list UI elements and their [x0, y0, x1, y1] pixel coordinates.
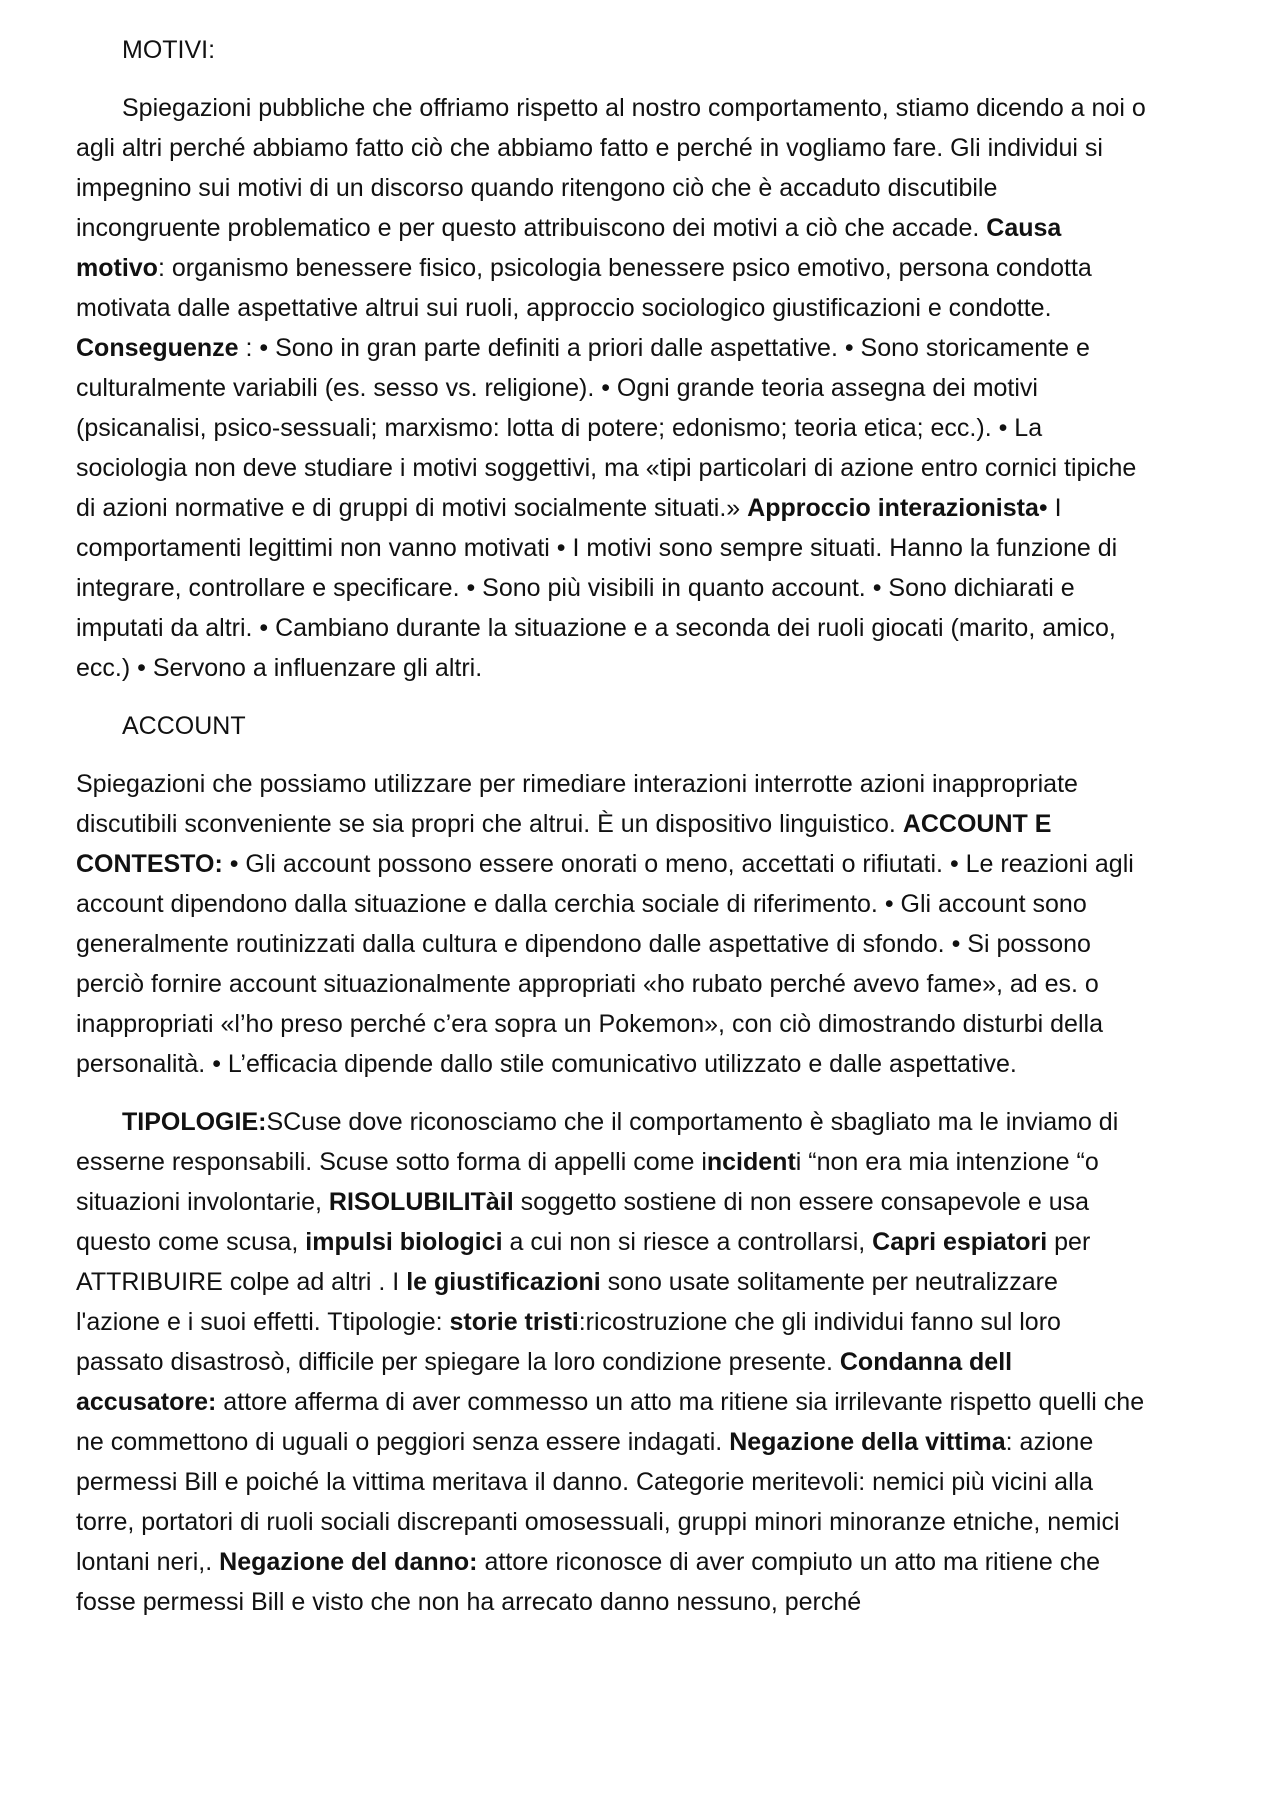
bold-term: Condanna dell accusatore: — [76, 1348, 1013, 1416]
text-run: SCuse dove riconosciamo che il comportamento è sbagliato ma le inviamo di esserne responsabili. Scuse sotto forma di appelli come i — [76, 1108, 1119, 1176]
text-run: : organismo benessere fisico, psicologia benessere psico emotivo, persona condotta motivata dalle aspettative altrui sui ruoli, approccio sociologico giustificazioni e condotte. — [76, 254, 1092, 322]
bold-term: Negazione del danno: — [219, 1548, 478, 1576]
bold-term: ACCOUNT E CONTESTO: — [76, 810, 1052, 878]
paragraph-account — [76, 764, 1146, 1084]
text-run: Spiegazioni che possiamo utilizzare per rimediare interazioni interrotte azioni inappropriate discutibili sconveniente se sia propri che altrui. È un dispositivo linguistico. — [76, 770, 1078, 838]
text-run: attore afferma di aver commesso un atto ma ritiene sia irrilevante rispetto quelli che ne commettono di uguali o peggiori senza essere indagati. — [76, 1388, 1145, 1456]
bold-term: Capri espiatori — [872, 1228, 1048, 1256]
text-run: Spiegazioni pubbliche che offriamo rispetto al nostro comportamento, stiamo dicendo a noi o agli altri perché abbiamo fatto ciò che abbiamo fatto e perché in vogliamo fare. Gli individui si impegnino sui motivi di un discorso quando ritengono ciò che è accaduto discutibile incongruente problematico e per questo attribuiscono dei motivi a ciò che accade. — [76, 94, 1146, 242]
text-run: per ATTRIBUIRE colpe ad altri . I — [76, 1228, 1091, 1296]
text-run: attore riconosce di aver compiuto un atto ma ritiene che fosse permessi Bill e visto che non ha arrecato danno nessuno, perché — [76, 1548, 1101, 1616]
bold-term: impulsi biologici — [305, 1228, 503, 1256]
paragraph-motivi — [76, 88, 1146, 688]
bold-term: Approccio interazionista — [747, 494, 1039, 522]
bold-term: Conseguenze — [76, 334, 239, 362]
text-run: : • Sono in gran parte definiti a priori dalle aspettative. • Sono storicamente e culturalmente variabili (es. sesso vs. religione). • Ogni grande teoria assegna dei motivi (psicanalisi, psico-sessuali; marxismo: lotta di potere; edonismo; teoria etica; ecc.). • La sociologia non deve studiare i motivi soggettivi, ma «tipi particolari di azione entro cornici tipiche di azioni normative e di gruppi di motivi socialmente situati.» — [76, 334, 1137, 522]
bold-term: RISOLUBILITàil — [328, 1188, 514, 1216]
text-run: : azione permessi Bill e poiché la vittima meritava il danno. Categorie meritevoli: nemici più vicini alla torre, portatori di ruoli sociali discrepanti omosessuali, gruppi minori minoranze etniche, nemici lontani neri,. — [76, 1428, 1120, 1576]
document-body — [76, 30, 1146, 1640]
heading-account: ACCOUNT — [122, 712, 246, 740]
text-run: a cui non si riesce a controllarsi, — [502, 1228, 873, 1256]
bold-term: storie tristi — [449, 1308, 579, 1336]
bold-term: le giustificazioni — [406, 1268, 601, 1296]
bold-term: ncident — [706, 1148, 796, 1176]
bold-term: Negazione della vittima — [729, 1428, 1006, 1456]
paragraph-tipologie — [76, 1102, 1146, 1622]
text-run: sono usate solitamente per neutralizzare l'azione e i suoi effetti. Ttipologie: — [76, 1268, 1058, 1336]
text-run: • I comportamenti legittimi non vanno motivati • I motivi sono sempre situati. Hanno la funzione di integrare, controllare e specificare. • Sono più visibili in quanto account. • Sono dichiarati e imputati da altri. • Cambiano durante la situazione e a seconda dei ruoli giocati (marito, amico, ecc.) • Servono a influenzare gli altri. — [76, 494, 1118, 682]
text-run: • Gli account possono essere onorati o meno, accettati o rifiutati. • Le reazioni agli account dipendono dalla situazione e dalla cerchia sociale di riferimento. • Gli account sono generalmente routinizzati dalla cultura e dipendono dalle aspettative di sfondo. • Si possono perciò fornire account situazionalmente appropriati «ho rubato perché avevo fame», ad es. o inappropriati «l’ho preso perché c’era sopra un Pokemon», con ciò dimostrando disturbi della personalità. • L’efficacia dipende dallo stile comunicativo utilizzato e dalle aspettative. — [76, 850, 1134, 1078]
bold-term: Causa motivo — [76, 214, 1062, 282]
heading-motivi: MOTIVI: — [122, 36, 216, 64]
bold-term: TIPOLOGIE: — [122, 1108, 267, 1136]
text-run: i “non era mia intenzione “o situazioni involontarie, — [76, 1148, 1099, 1216]
text-run: soggetto sostiene di non essere consapevole e usa questo come scusa, — [76, 1188, 1090, 1256]
text-run: :ricostruzione che gli individui fanno sul loro passato disastrosò, difficile per spiegare la loro condizione presente. — [76, 1308, 1061, 1376]
